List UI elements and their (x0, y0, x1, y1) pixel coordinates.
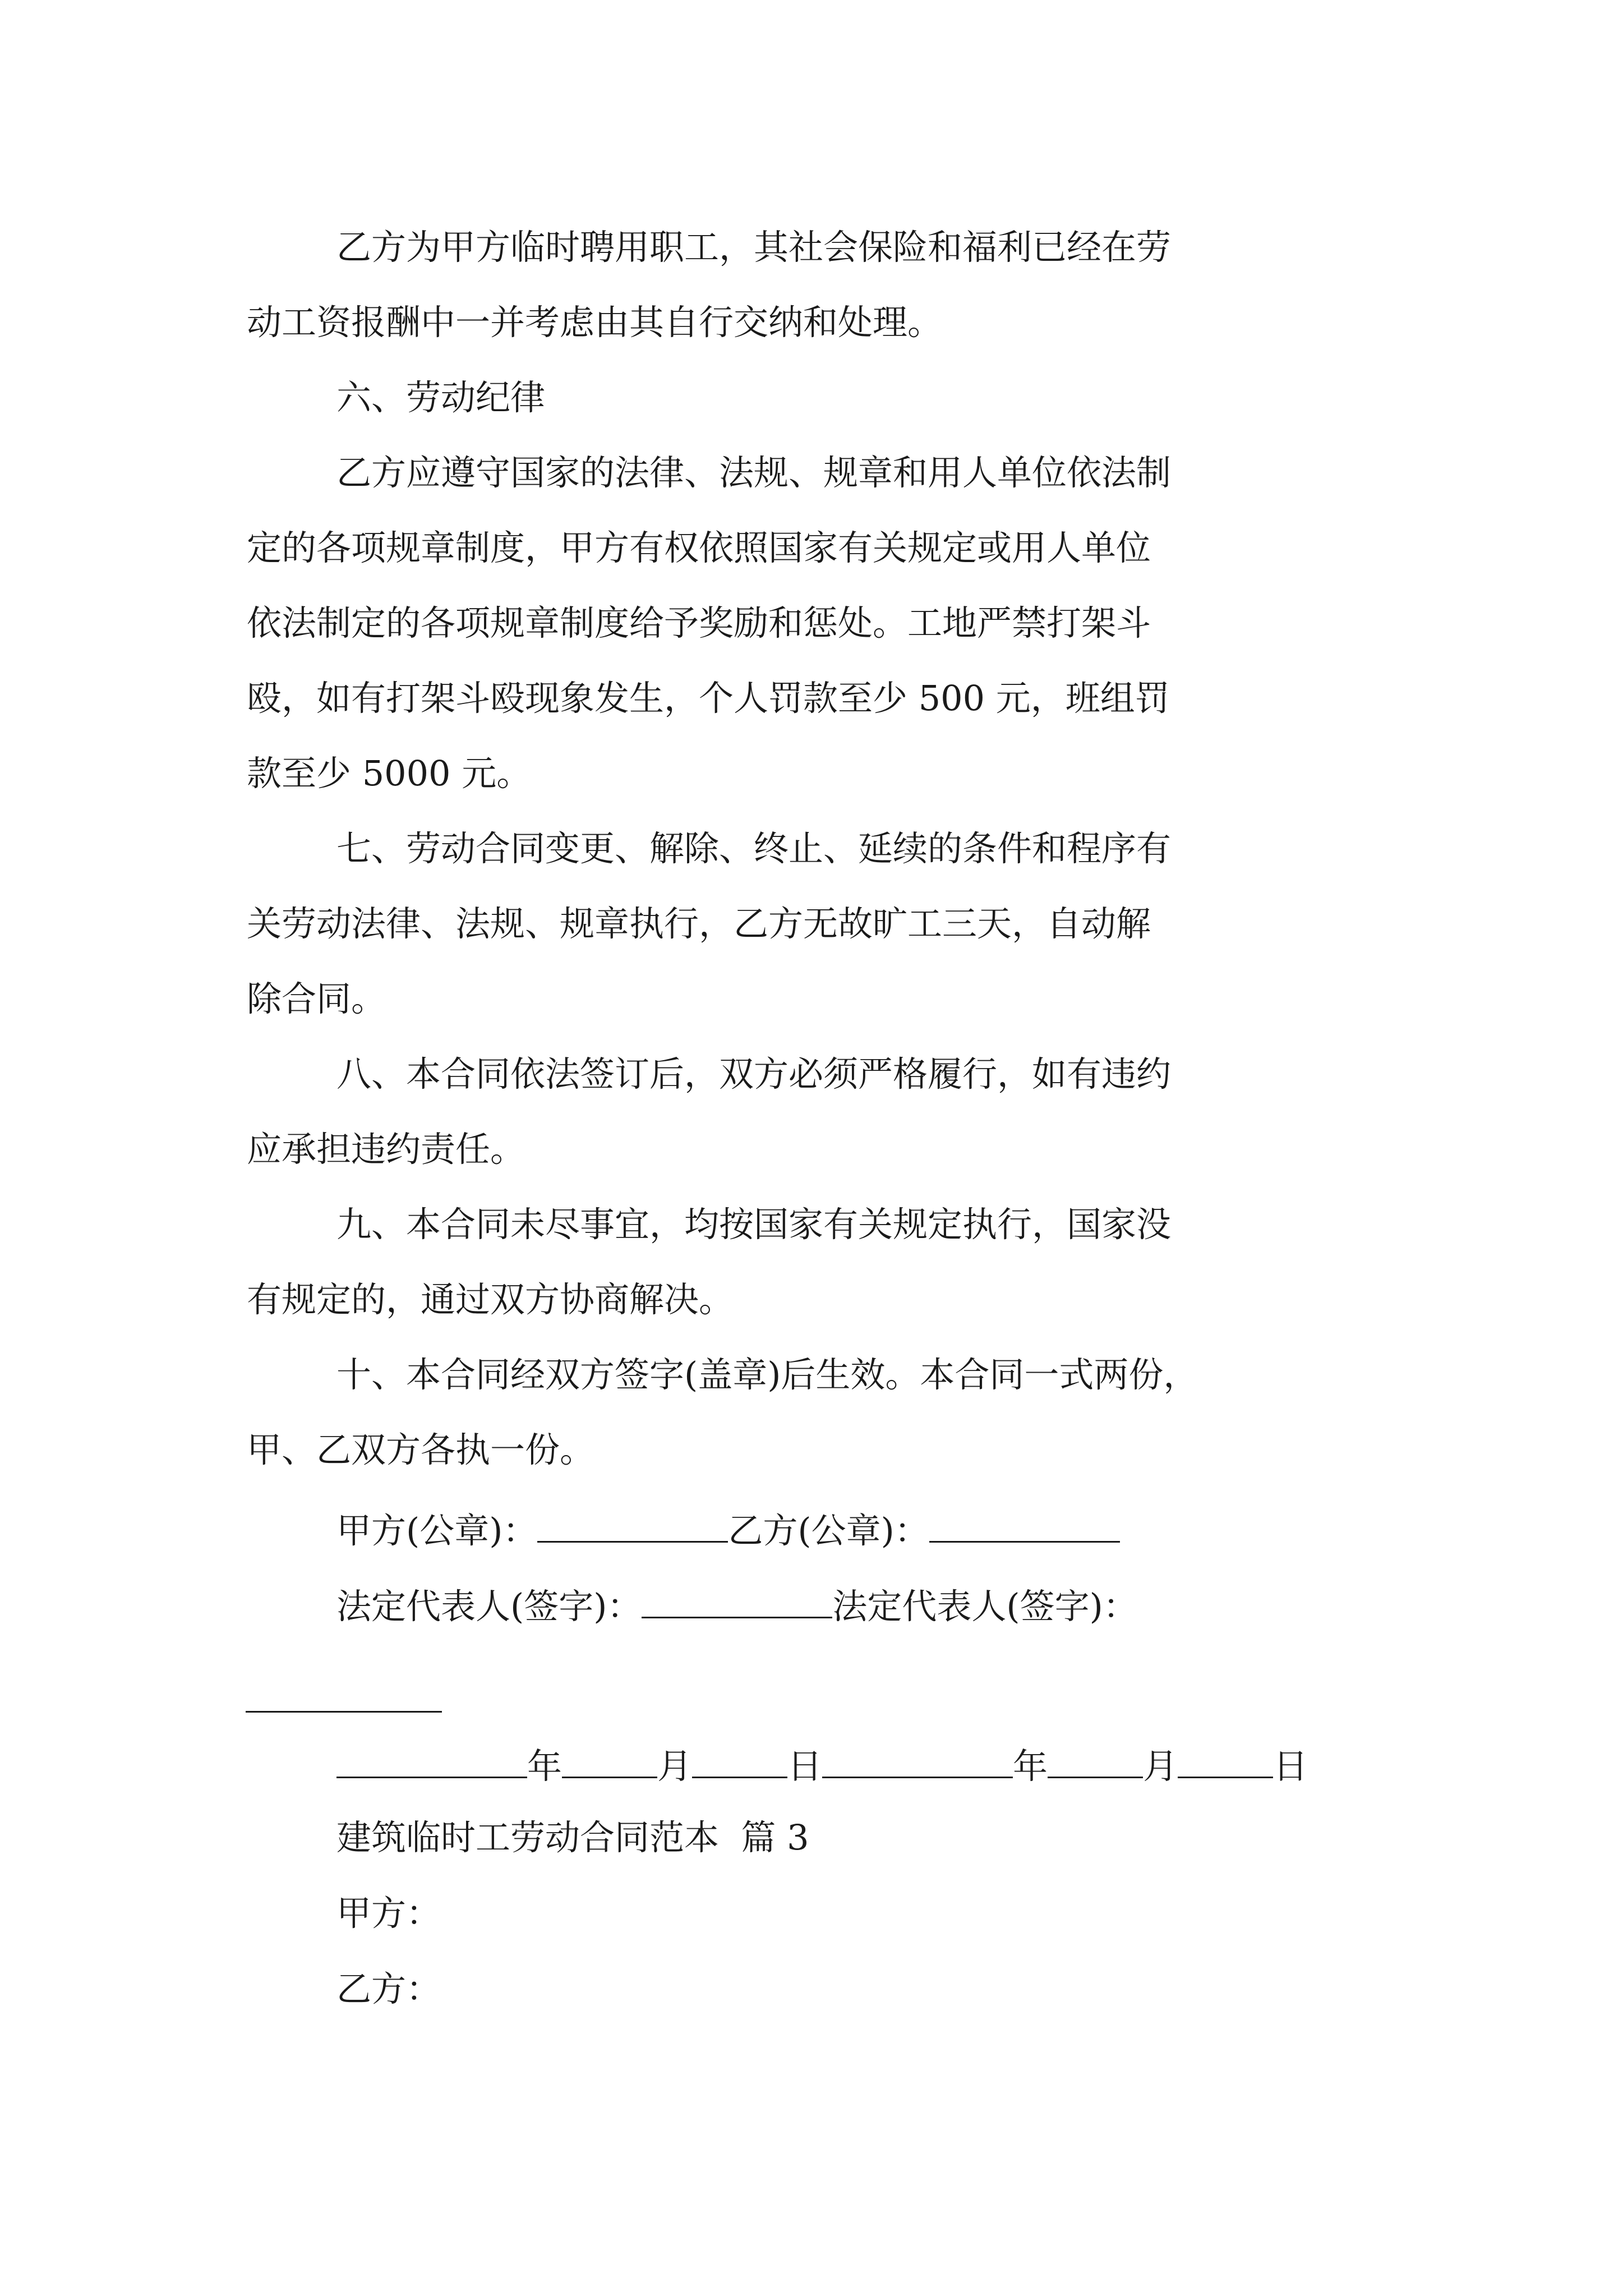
paragraph-line: 甲、乙双方各执一份。 (247, 1429, 595, 1470)
paragraph-line: 关劳动法律、法规、规章执行，乙方无故旷工三天，自动解 (247, 903, 1151, 944)
day-blank-b[interactable] (1178, 1745, 1273, 1778)
representative-line (336, 1585, 1138, 1627)
party-a-seal-blank[interactable] (537, 1509, 728, 1543)
paragraph-line: 八、本合同依法签订后，双方必须严格履行，如有违约 (336, 1053, 1172, 1094)
year-label: 年 (527, 1746, 562, 1787)
paragraph-line: 乙方为甲方临时聘用职工，其社会保险和福利已经在劳 (336, 227, 1172, 268)
month-label: 月 (657, 1746, 693, 1787)
day-blank-a[interactable] (692, 1745, 787, 1778)
paragraph-line: 七、劳动合同变更、解除、终止、延续的条件和程序有 (336, 828, 1172, 869)
paragraph-line: 应承担违约责任。 (247, 1129, 525, 1170)
rep-a-label: 法定代表人(签字)： (336, 1586, 642, 1627)
party-b-line: 乙方： (336, 1968, 441, 2009)
rep-b-label: 法定代表人(签字)： (832, 1586, 1138, 1627)
day-label: 日 (1273, 1746, 1308, 1787)
paragraph-line: 除合同。 (247, 978, 386, 1019)
party-b-seal-label: 乙方(公章)： (728, 1510, 929, 1552)
paragraph-line: 定的各项规章制度，甲方有权依照国家有关规定或用人单位 (247, 527, 1151, 568)
rep-a-blank[interactable] (642, 1585, 832, 1618)
day-label: 日 (787, 1746, 823, 1787)
year-blank-b[interactable] (822, 1745, 1013, 1778)
month-blank-b[interactable] (1048, 1745, 1143, 1778)
paragraph-line: 九、本合同未尽事宜，均按国家有关规定执行，国家没 (336, 1204, 1172, 1245)
paragraph-line: 依法制定的各项规章制度给予奖励和惩处。工地严禁打架斗 (247, 602, 1151, 643)
next-template-title: 建筑临时工劳动合同范本 篇 3 (336, 1817, 809, 1858)
rep-b-blank[interactable] (246, 1711, 442, 1713)
month-blank-a[interactable] (562, 1745, 657, 1778)
paragraph-line: 十、本合同经双方签字(盖章)后生效。本合同一式两份， (336, 1354, 1198, 1395)
party-b-seal-blank[interactable] (929, 1509, 1120, 1543)
year-blank-a[interactable] (336, 1745, 527, 1778)
paragraph-line: 殴，如有打架斗殴现象发生，个人罚款至少 500 元，班组罚 (247, 678, 1170, 719)
paragraph-line: 款至少 5000 元。 (247, 753, 532, 794)
date-line (336, 1745, 1308, 1787)
paragraph-line: 动工资报酬中一并考虑由其自行交纳和处理。 (247, 302, 943, 343)
month-label: 月 (1143, 1746, 1178, 1787)
paragraph-line: 乙方应遵守国家的法律、法规、规章和用人单位依法制 (336, 452, 1172, 493)
party-a-seal-label: 甲方(公章)： (336, 1510, 538, 1552)
paragraph-line: 有规定的，通过双方协商解决。 (247, 1279, 734, 1320)
year-label: 年 (1013, 1746, 1048, 1787)
party-a-line: 甲方： (336, 1893, 441, 1934)
section-heading: 六、劳动纪律 (336, 377, 546, 418)
seal-line (336, 1509, 1120, 1552)
